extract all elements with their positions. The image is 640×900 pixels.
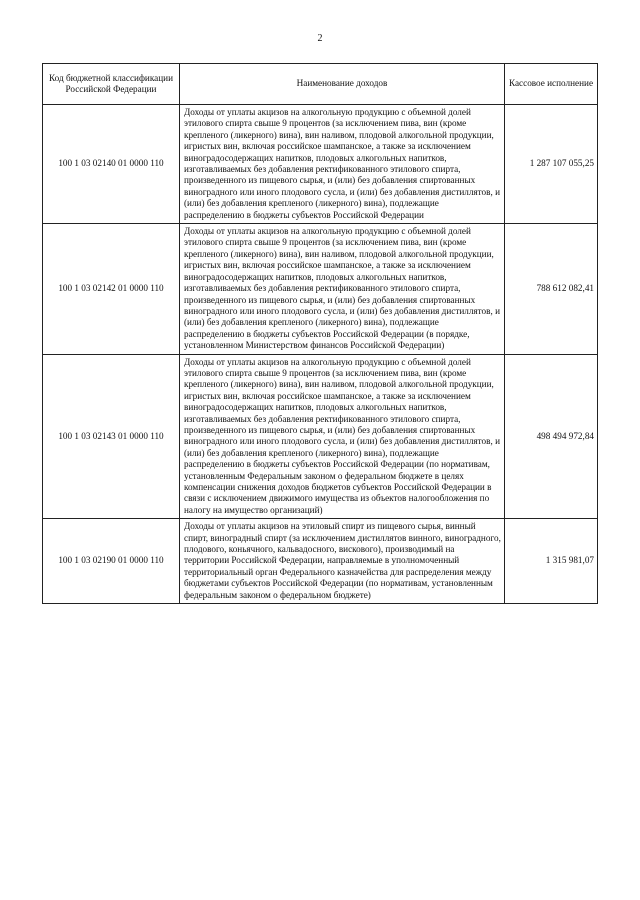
budget-code-cell: 100 1 03 02142 01 0000 110 — [43, 224, 180, 354]
revenue-name-cell: Доходы от уплаты акцизов на этиловый спирт из пищевого сырья, винный спирт, виноградный спирт (за исключением дистиллятов винного, виноградного, плодового, коньячного, кальвадосного, вискового), производимый на территории Российской Федерации, направляемые в уполномоченный территориальный орган Федерального казначейства для распределения между бюджетами субъектов Российской Федерации (по нормативам, установленным федеральным законом о федеральном бюджете) — [180, 519, 505, 604]
revenue-name-cell: Доходы от уплаты акцизов на алкогольную продукцию с объемной долей этилового спирта свыше 9 процентов (за исключением пива, вин (кроме крепленого (ликерного) вина), вин наливом, плодовой алкогольной продукции, игристых вин, включая российское шампанское, а также за исключением виноградосодержащих напитков, плодовых алкогольных напитков, изготавливаемых без добавления ректификованного этилового спирта, произведенного из пищевого сырья, и (или) без добавления спиртованных виноградного или иного плодового сусла, и (или) без добавления дистиллятов, и (или) без добавления крепленого (ликерного) вина), подлежащие распределению в бюджеты субъектов Российской Федерации (по нормативам, установленным Федеральным законом о федеральном бюджете в целях компенсации снижения доходов бюджетов субъектов Российской Федерации в связи с исключением движимого имущества из объектов налогообложения по налогу на имущество организаций) — [180, 354, 505, 519]
table-row — [43, 105, 598, 224]
amount-cell: 1 287 107 055,25 — [505, 105, 598, 224]
budget-code-cell: 100 1 03 02140 01 0000 110 — [43, 105, 180, 224]
revenue-name-cell: Доходы от уплаты акцизов на алкогольную продукцию с объемной долей этилового спирта свыше 9 процентов (за исключением пива, вин (кроме крепленого (ликерного) вина), вин наливом, плодовой алкогольной продукции, игристых вин, включая российское шампанское, а также за исключением виноградосодержащих напитков, плодовых алкогольных напитков, изготавливаемых без добавления ректификованного этилового спирта, произведенного из пищевого сырья, и (или) без добавления спиртованных виноградного или иного плодового сусла, и (или) без добавления дистиллятов, и (или) без добавления крепленого (ликерного) вина), подлежащие распределению в бюджеты субъектов Российской Федерации (в порядке, установленном Министерством финансов Российской Федерации) — [180, 224, 505, 354]
header-name: Наименование доходов — [180, 64, 505, 105]
table-row — [43, 519, 598, 604]
revenue-table — [42, 63, 598, 604]
amount-cell: 788 612 082,41 — [505, 224, 598, 354]
table-row — [43, 224, 598, 354]
amount-cell: 498 494 972,84 — [505, 354, 598, 519]
header-code: Код бюджетной классификации Российской Федерации — [43, 64, 180, 105]
amount-cell: 1 315 981,07 — [505, 519, 598, 604]
revenue-name-cell: Доходы от уплаты акцизов на алкогольную продукцию с объемной долей этилового спирта свыше 9 процентов (за исключением пива, вин (кроме крепленого (ликерного) вина), вин наливом, плодовой алкогольной продукции, игристых вин, включая российское шампанское, а также за исключением виноградосодержащих напитков, плодовых алкогольных напитков, изготавливаемых без добавления ректификованного этилового спирта, произведенного из пищевого сырья, и (или) без добавления спиртованных виноградного или иного плодового сусла, и (или) без добавления дистиллятов, и (или) без добавления крепленого (ликерного) вина), подлежащие распределению в бюджеты субъектов Российской Федерации — [180, 105, 505, 224]
budget-code-cell: 100 1 03 02143 01 0000 110 — [43, 354, 180, 519]
table-row — [43, 354, 598, 519]
header-amount: Кассовое исполнение — [505, 64, 598, 105]
budget-code-cell: 100 1 03 02190 01 0000 110 — [43, 519, 180, 604]
table-header-row — [43, 64, 598, 105]
page-number: 2 — [317, 33, 323, 44]
